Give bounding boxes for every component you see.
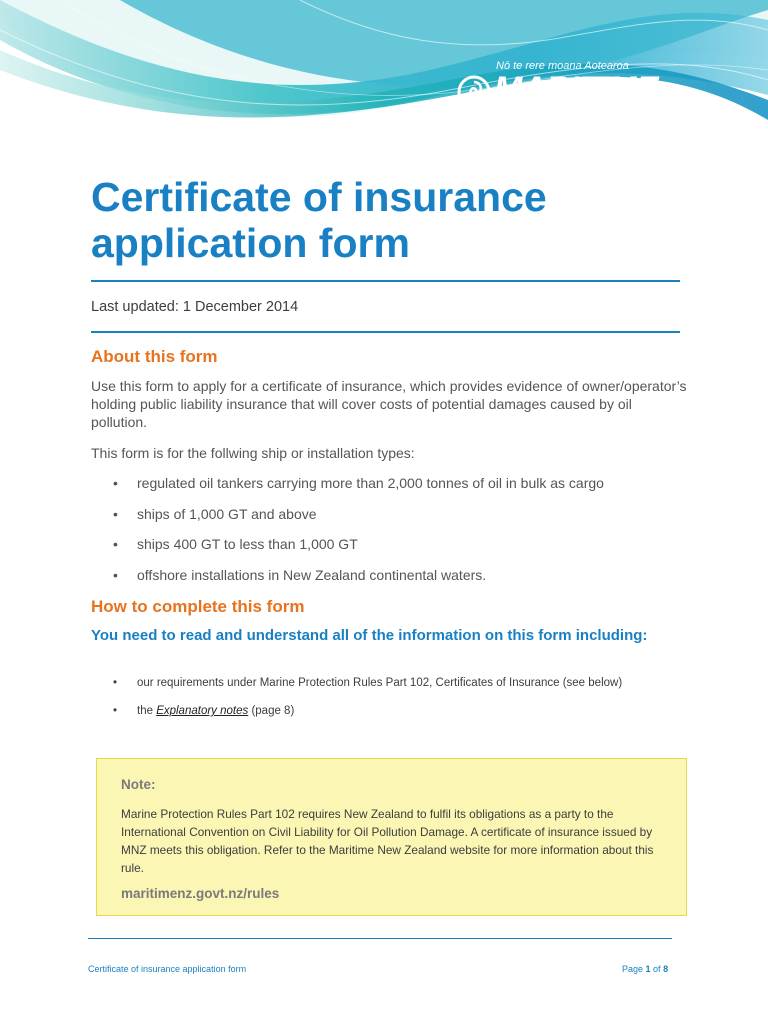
note-text: Marine Protection Rules Part 102 requires New Zealand to fulfil its obligations as a party to the International Convention on Civil Liability for Oil Pollution Damage. A certificate of insurance issued by MNZ meets this obligation. Refer to the Maritime New Zealand website for more information about this rule. xyxy=(121,807,654,875)
total-pages: 8 xyxy=(663,964,669,974)
note-box xyxy=(96,758,687,916)
rules-link[interactable]: maritimenz.govt.nz/rules xyxy=(121,886,280,901)
how-to-subheading: You need to read and understand all of the information on this form including: xyxy=(91,627,648,644)
updated-divider xyxy=(91,331,680,333)
bullet-dot: • xyxy=(113,536,118,552)
bullet-dot: • xyxy=(113,506,118,522)
how-to-heading: How to complete this form xyxy=(91,597,305,616)
current-page: 1 xyxy=(645,964,651,974)
about-intro: Use this form to apply for a certificate of insurance, which provides evidence of owner/operator’s holding public liability insurance that will cover costs of potential damages caused by oil pollution. xyxy=(91,378,687,430)
maritime-nz-logo xyxy=(456,60,686,124)
koru-fern-icon xyxy=(456,74,492,110)
bullet-dot: • xyxy=(113,677,118,689)
logo-subtitle: NEW ZEALAND xyxy=(564,104,664,119)
title-divider xyxy=(91,280,680,282)
logo-tagline: Nō te rere moana Aotearoa xyxy=(496,60,629,72)
last-updated: Last updated: 1 December 2014 xyxy=(91,299,299,315)
bullet-dot: • xyxy=(113,475,118,491)
bullet-dot: • xyxy=(113,705,118,717)
note-title: Note: xyxy=(121,777,156,792)
footer-divider xyxy=(88,938,672,939)
page-indicator: Page 1 of 8 xyxy=(622,964,669,974)
explanatory-notes-link[interactable]: Explanatory notes xyxy=(156,705,249,717)
logo-wordmark: MARITIME xyxy=(494,70,659,108)
types-intro: This form is for the follwing ship or installation types: xyxy=(91,445,415,461)
bullet-dot: • xyxy=(113,567,118,583)
footer-document-name: Certificate of insurance application form xyxy=(88,964,247,974)
about-heading: About this form xyxy=(91,347,218,366)
page-title: Certificate of insurance application form xyxy=(91,174,547,266)
